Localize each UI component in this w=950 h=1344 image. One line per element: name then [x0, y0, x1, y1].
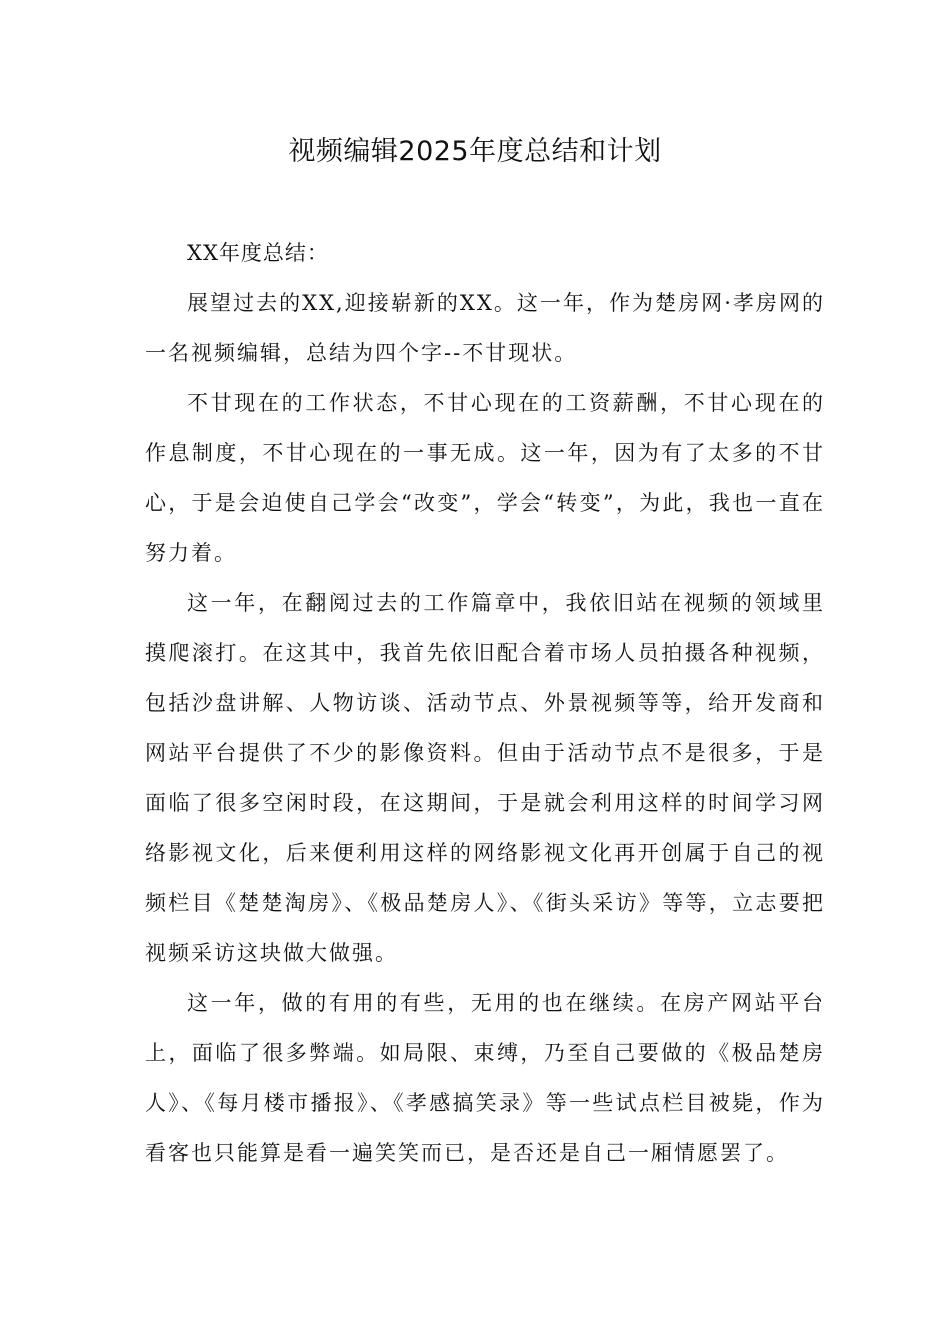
document-title: 视频编辑2025年度总结和计划 [288, 136, 662, 167]
document-body [145, 228, 825, 1178]
paragraph-3: 这一年，在翻阅过去的工作篇章中，我依旧站在视频的领域里摸爬滚打。在这其中，我首先依旧配合着市场人员拍摄各种视频，包括沙盘讲解、人物访谈、活动节点、外景视频等等，给开发商和网站平台提供了不少的影像资料。但由于活动节点不是很多，于是面临了很多空闲时段，在这期间，于是就会利用这样的时间学习网络影视文化，后来便利用这样的网络影视文化再开创属于自己的视频栏目《楚楚淘房》、《极品楚房人》、《街头采访》等等，立志要把视频采访这块做大做强。 [145, 591, 825, 965]
paragraph-1: 展望过去的XX,迎接崭新的XX。这一年，作为楚房网·孝房网的一名视频编辑，总结为四个字--不甘现状。 [145, 291, 825, 365]
section-heading: XX年度总结： [187, 241, 329, 265]
paragraph-2: 不甘现在的工作状态，不甘心现在的工资薪酬，不甘心现在的作息制度，不甘心现在的一事无成。这一年，因为有了太多的不甘心，于是会迫使自己学会“改变”，学会“转变”，为此，我也一直在努力着。 [145, 391, 825, 565]
paragraph-4: 这一年，做的有用的有些，无用的也在继续。在房产网站平台上，面临了很多弊端。如局限、束缚，乃至自己要做的《极品楚房人》、《每月楼市播报》、《孝感搞笑录》等一些试点栏目被毙，作为看客也只能算是看一遍笑笑而已，是否还是自己一厢情愿罢了。 [145, 991, 825, 1165]
